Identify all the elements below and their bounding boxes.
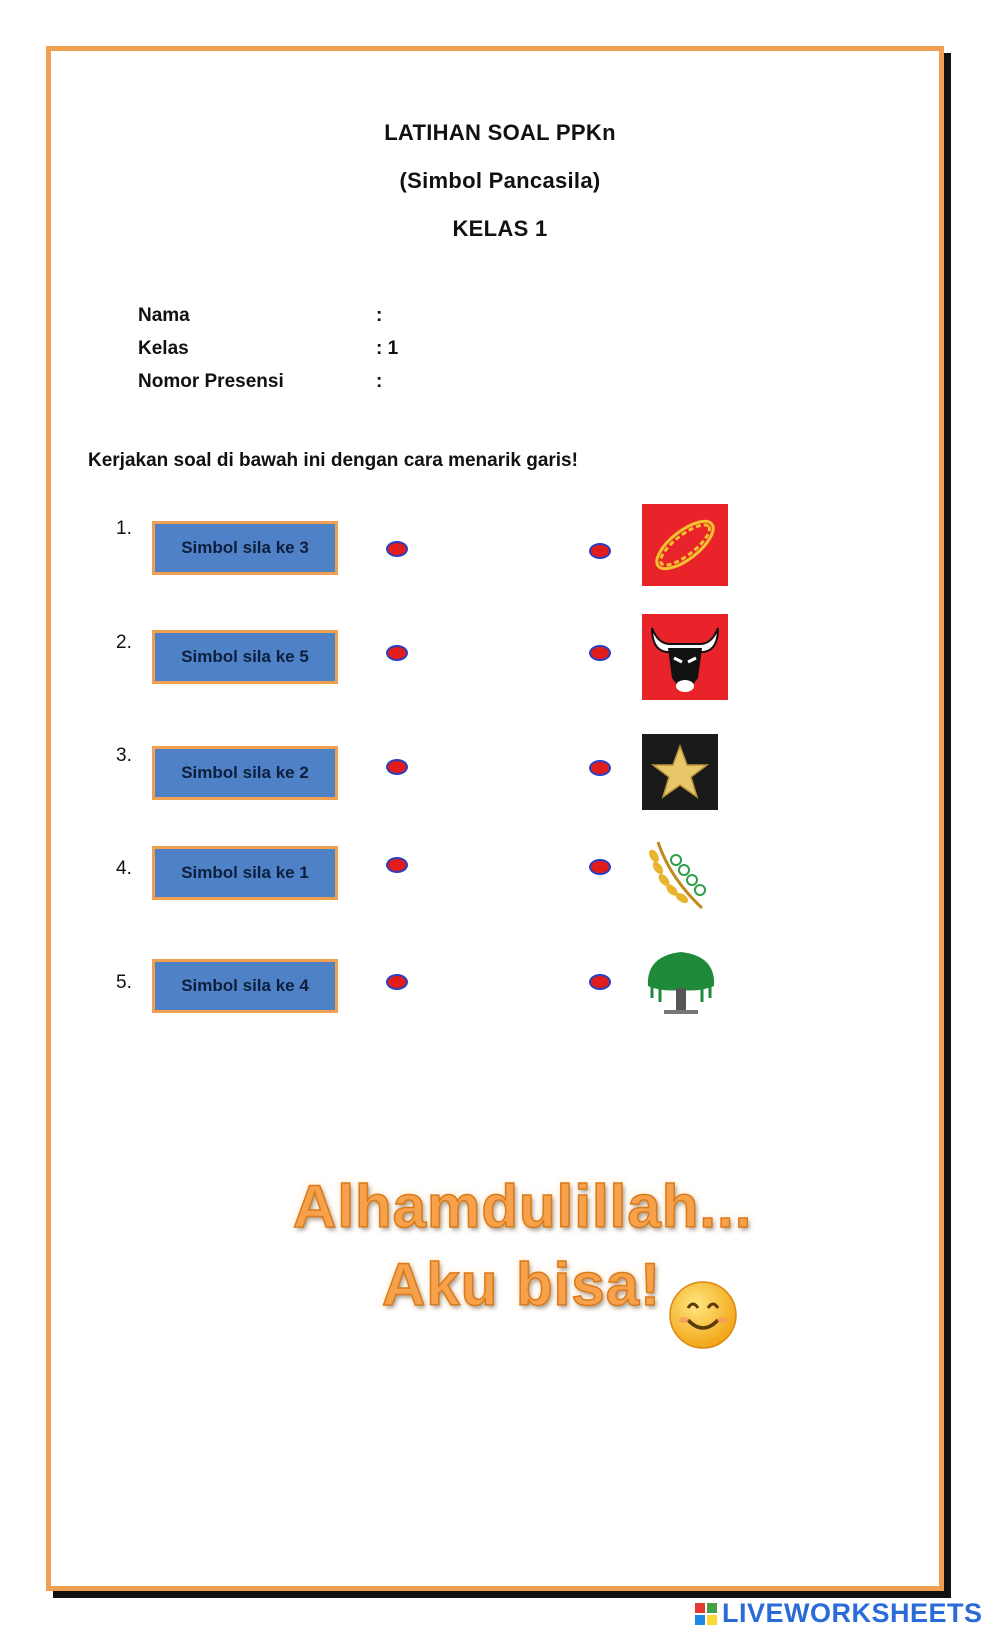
right-match-dot[interactable] xyxy=(589,859,611,875)
gold-chain-icon xyxy=(642,504,728,586)
left-match-dot[interactable] xyxy=(386,759,408,775)
right-match-dot[interactable] xyxy=(589,645,611,661)
worksheet-subtitle: (Simbol Pancasila) xyxy=(399,168,601,193)
class-value[interactable]: : 1 xyxy=(376,338,399,359)
instruction-text: Kerjakan soal di bawah ini dengan cara menarik garis! xyxy=(88,450,578,471)
attendance-number-value[interactable]: : xyxy=(376,371,383,392)
closing-line-1: Alhamdulillah... xyxy=(293,1173,753,1240)
question-box-3: Simbol sila ke 2 xyxy=(152,746,338,800)
closing-line-2: Aku bisa! xyxy=(382,1251,662,1318)
worksheet-grade: KELAS 1 xyxy=(452,216,548,241)
question-box-4: Simbol sila ke 1 xyxy=(152,846,338,900)
right-match-dot[interactable] xyxy=(589,543,611,559)
left-match-dot[interactable] xyxy=(386,645,408,661)
worksheet-title: LATIHAN SOAL PPKn xyxy=(384,120,616,145)
worksheet-frame xyxy=(46,46,944,1591)
right-match-dot[interactable] xyxy=(589,760,611,776)
question-number: 3. xyxy=(116,745,132,766)
left-match-dot[interactable] xyxy=(386,541,408,557)
question-number: 5. xyxy=(116,972,132,993)
rice-cotton-icon xyxy=(646,838,716,914)
liveworksheets-brand xyxy=(694,1598,983,1629)
brand-text: LIVEWORKSHEETS xyxy=(722,1598,983,1628)
left-match-dot[interactable] xyxy=(386,857,408,873)
question-number: 2. xyxy=(116,632,132,653)
question-box-1: Simbol sila ke 3 xyxy=(152,521,338,575)
class-label: Kelas xyxy=(138,338,189,359)
question-number: 1. xyxy=(116,518,132,539)
banyan-tree-icon xyxy=(644,946,718,1016)
bull-head-icon xyxy=(642,614,728,700)
smiley-face-icon xyxy=(668,1280,738,1350)
name-label: Nama xyxy=(138,305,190,326)
question-box-2: Simbol sila ke 5 xyxy=(152,630,338,684)
right-match-dot[interactable] xyxy=(589,974,611,990)
attendance-number-label: Nomor Presensi xyxy=(138,371,284,392)
question-number: 4. xyxy=(116,858,132,879)
question-box-5: Simbol sila ke 4 xyxy=(152,959,338,1013)
name-value[interactable]: : xyxy=(376,305,383,326)
gold-star-icon xyxy=(642,734,718,810)
liveworksheets-logo-icon xyxy=(694,1602,718,1626)
left-match-dot[interactable] xyxy=(386,974,408,990)
